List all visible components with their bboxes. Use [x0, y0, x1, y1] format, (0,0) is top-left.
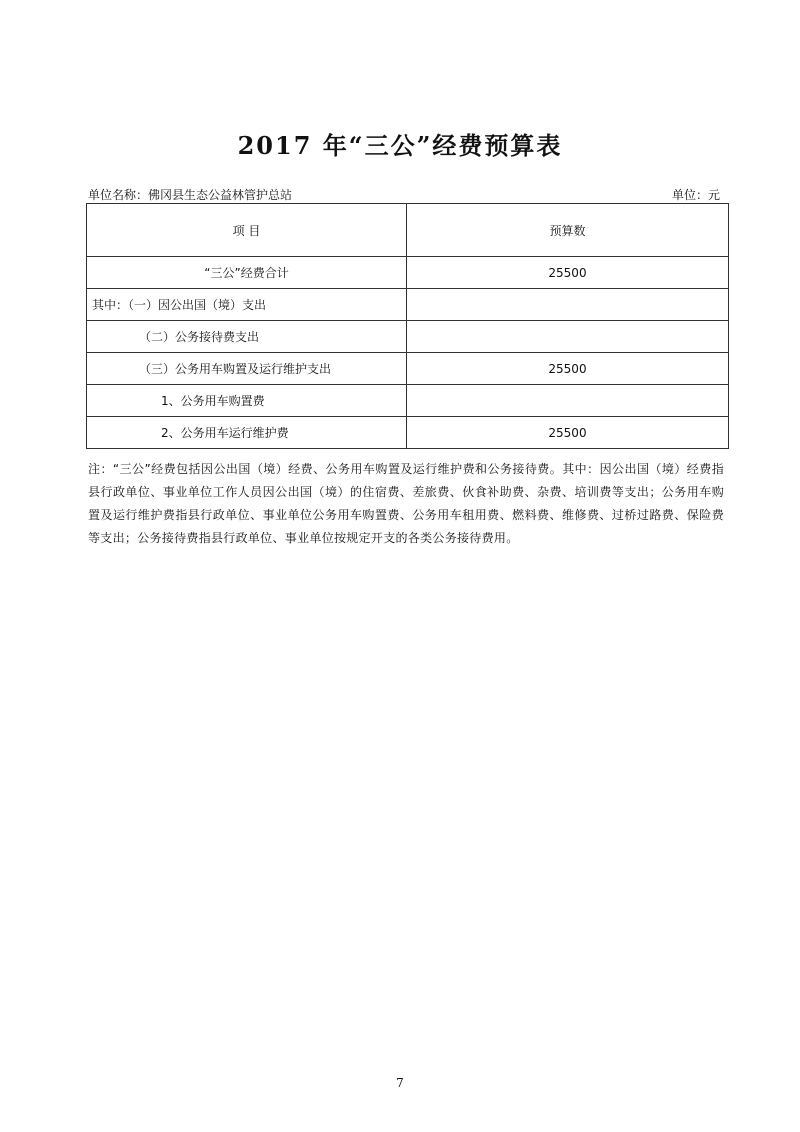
table-header-row	[87, 204, 729, 257]
table-row	[87, 385, 729, 417]
table-note: 注：“三公”经费包括因公出国（境）经费、公务用车购置及运行维护费和公务接待费。其中：因公出国（境）经费指县行政单位、事业单位工作人员因公出国（境）的住宿费、差旅费、伙食补助费、杂费、培训费等支出；公务用车购置及运行维护费指县行政单位、事业单位公务用车购置费、公务用车租用费、燃料费、维修费、过桥过路费、保险费等支出；公务接待费指县行政单位、事业单位按规定开支的各类公务接待费用。	[88, 462, 724, 545]
page-number: 7	[396, 1076, 404, 1090]
table-row	[87, 353, 729, 385]
table-row	[87, 257, 729, 289]
row-label-vehicles: （三）公务用车购置及运行维护支出	[87, 353, 407, 385]
unit-info-row	[88, 186, 720, 203]
row-label-total: “三公”经费合计	[87, 257, 407, 289]
row-amount-total: 25500	[407, 257, 729, 289]
table-row	[87, 417, 729, 449]
row-label-vehicle-operation: 2、公务用车运行维护费	[87, 417, 407, 449]
row-label-overseas: 其中：（一）因公出国（境）支出	[87, 289, 407, 321]
row-label-reception: （二）公务接待费支出	[87, 321, 407, 353]
row-amount-vehicle-purchase	[407, 385, 729, 417]
row-label-vehicle-purchase: 1、公务用车购置费	[87, 385, 407, 417]
header-amount: 预算数	[407, 204, 729, 257]
document-title: 2017 年“三公”经费预算表	[237, 131, 563, 160]
table-row	[87, 321, 729, 353]
table-row	[87, 289, 729, 321]
row-amount-reception	[407, 321, 729, 353]
row-amount-vehicles: 25500	[407, 353, 729, 385]
budget-table	[86, 203, 729, 449]
unit-name: 单位名称：佛冈县生态公益林管护总站	[88, 188, 293, 202]
header-item: 项 目	[87, 204, 407, 257]
row-amount-vehicle-operation: 25500	[407, 417, 729, 449]
currency-unit: 单位：元	[671, 188, 720, 202]
row-amount-overseas	[407, 289, 729, 321]
